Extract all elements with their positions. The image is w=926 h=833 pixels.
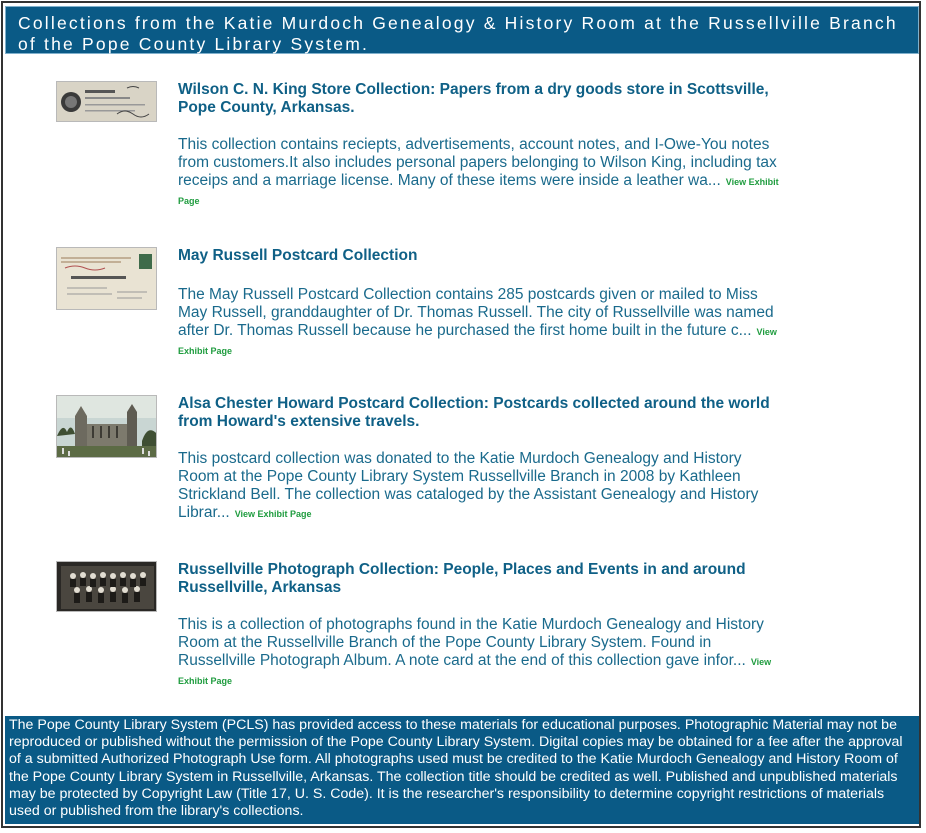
collection-title[interactable]: Russellville Photograph Collection: People, Places and Events in and around Russellville, Arkansas <box>178 561 746 596</box>
collection-thumbnail-store-papers[interactable] <box>56 81 157 122</box>
collection-title[interactable]: Alsa Chester Howard Postcard Collection: Postcards collected around the world from Howard's extensive travels. <box>178 395 770 430</box>
view-exhibit-link[interactable]: View Exhibit Page <box>178 177 779 206</box>
view-exhibit-link[interactable]: View Exhibit Page <box>178 657 772 686</box>
view-exhibit-link[interactable]: View Exhibit Page <box>178 327 777 356</box>
view-exhibit-link[interactable]: View Exhibit Page <box>234 509 312 519</box>
collection-title[interactable]: May Russell Postcard Collection <box>178 247 418 264</box>
copyright-notice: The Pope County Library System (PCLS) has provided access to these materials for educational purposes. Photographic Material may not be reproduced or published without the permission of the Pope County Library System. Digital copies may be obtained for a fee after the approval of a submitted Authorized Photograph Use form. All photographs used must be credited to the Katie Murdoch Genealogy and History Room of the Pope County Library System in Russellville, Arkansas. The collection title should be credited as well. Published and unpublished materials may be protected by Copyright Law (Title 17, U. S. Code). It is the researcher's responsibility to determine copyright restrictions of materials used or published from the library's collections. <box>5 716 919 824</box>
collection-description: The May Russell Postcard Collection contains 285 postcards given or mailed to Miss May Russell, granddaughter of Dr. Thomas Russell. The city of Russellville was named after Dr. Thomas Russell because he purchased the first home built in the future c... View Exhibit Page <box>178 286 777 356</box>
collection-description: This postcard collection was donated to the Katie Murdoch Genealogy and History Room at the Pope County Library System Russellville Branch in 2008 by Kathleen Strickland Bell. The collection was cataloged by the Assistant Genealogy and History Librar... View Exhibit Page <box>178 450 759 521</box>
collection-thumbnail-postcard[interactable] <box>56 247 157 310</box>
collection-title[interactable]: Wilson C. N. King Store Collection: Papers from a dry goods store in Scottsville, Pope County, Arkansas. <box>178 81 769 116</box>
collection-description: This collection contains reciepts, advertisements, account notes, and I-Owe-You notes from customers.It also includes personal papers belonging to Wilson King, including tax receips and a marriage license. Many of these items were inside a leather wa... View Exhibit Page <box>178 136 779 206</box>
page-title: Collections from the Katie Murdoch Genealogy & History Room at the Russellville Branch of the Pope County Library System. <box>5 6 919 54</box>
collection-thumbnail-cathedral[interactable] <box>56 395 157 458</box>
collection-description: This is a collection of photographs found in the Katie Murdoch Genealogy and History Room at the Russellville Branch of the Pope County Library System. Found in Russellville Photograph Album. A note card at the end of this collection gave infor... View Exhibit Page <box>178 616 772 686</box>
collection-thumbnail-group-photo[interactable] <box>56 561 157 612</box>
